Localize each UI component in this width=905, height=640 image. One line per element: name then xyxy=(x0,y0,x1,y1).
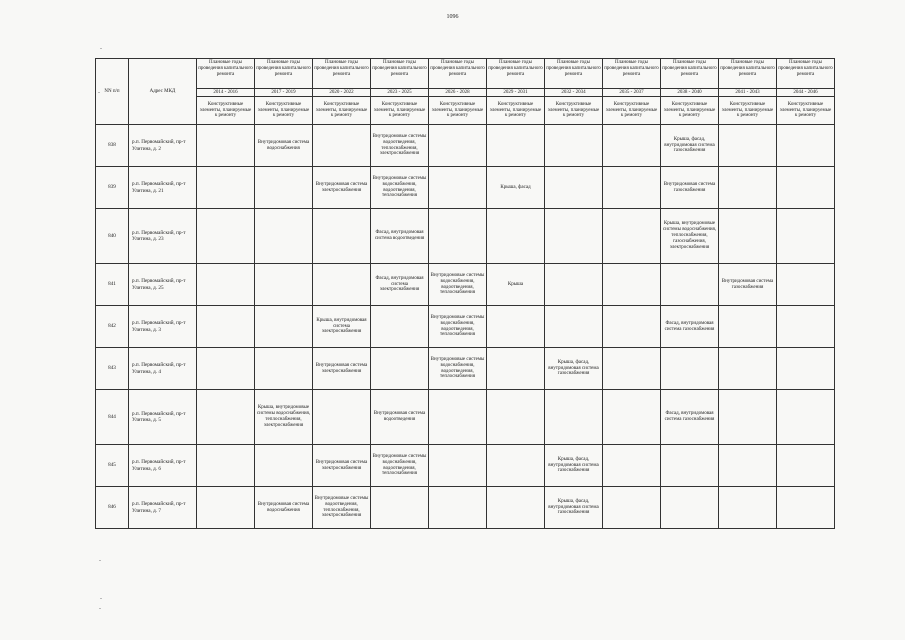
period-years: 2017 - 2019 xyxy=(255,89,313,97)
repair-cell xyxy=(777,125,835,167)
repair-cell: Крыша xyxy=(487,264,545,306)
repair-cell xyxy=(197,167,255,209)
num-column-header: NN п/п xyxy=(96,59,129,125)
repair-cell xyxy=(429,390,487,445)
elements-header: Конструктивные элементы, планируемые к ремонту xyxy=(719,97,777,125)
repair-cell xyxy=(429,125,487,167)
repair-cell xyxy=(371,348,429,390)
repair-cell: Фасад, внутридомовая система газоснабжения xyxy=(661,306,719,348)
repair-cell: Внутридомовая система электроснабжения xyxy=(313,445,371,487)
repair-cell: Внутридомовая система газоснабжения xyxy=(661,167,719,209)
repair-cell xyxy=(545,209,603,264)
repair-cell xyxy=(255,445,313,487)
repair-cell xyxy=(777,264,835,306)
repair-cell xyxy=(371,487,429,529)
header-row-titles xyxy=(96,59,835,89)
repair-cell xyxy=(197,487,255,529)
repair-cell xyxy=(603,125,661,167)
table-row xyxy=(96,306,835,348)
period-title: Плановые годы проведения капитального ремонта xyxy=(429,59,487,89)
repair-cell xyxy=(371,306,429,348)
repair-cell xyxy=(777,209,835,264)
period-title: Плановые годы проведения капитального ремонта xyxy=(545,59,603,89)
row-address: р.п. Первомайский, пр-т Улитина, д. 3 xyxy=(129,306,197,348)
repair-cell: Внутридомовые системы водоснабжения, водоотведения, теплоснабжения xyxy=(371,445,429,487)
repair-cell xyxy=(545,125,603,167)
repair-cell xyxy=(313,209,371,264)
repair-cell: Внутридомовые системы водоснабжения, водоотведения, теплоснабжения xyxy=(429,348,487,390)
repair-cell xyxy=(313,390,371,445)
repair-cell: Внутридомовая система водоснабжения xyxy=(255,125,313,167)
period-years: 2032 - 2034 xyxy=(545,89,603,97)
repair-cell xyxy=(313,264,371,306)
repair-cell xyxy=(719,390,777,445)
repair-cell xyxy=(255,264,313,306)
repair-cell: Внутридомовые системы водоснабжения, водоотведения, теплоснабжения xyxy=(429,306,487,348)
period-years: 2020 - 2022 xyxy=(313,89,371,97)
repair-cell xyxy=(255,348,313,390)
row-address: р.п. Первомайский, пр-т Улитина, д. 25 xyxy=(129,264,197,306)
header-row-years xyxy=(96,89,835,97)
table-body xyxy=(96,125,835,529)
repair-cell xyxy=(603,487,661,529)
repair-cell xyxy=(255,167,313,209)
elements-header: Конструктивные элементы, планируемые к ремонту xyxy=(661,97,719,125)
row-number: 846 xyxy=(96,487,129,529)
period-title: Плановые годы проведения капитального ремонта xyxy=(313,59,371,89)
repair-cell xyxy=(719,348,777,390)
scan-speck xyxy=(99,608,101,609)
repair-cell: Внутридомовые системы водоснабжения, водоотведения, теплоснабжения xyxy=(371,167,429,209)
repair-cell xyxy=(197,445,255,487)
repair-cell xyxy=(487,390,545,445)
repair-cell xyxy=(777,348,835,390)
table-row xyxy=(96,125,835,167)
repair-cell xyxy=(487,209,545,264)
repair-cell xyxy=(545,264,603,306)
repair-cell xyxy=(429,167,487,209)
repair-cell xyxy=(719,209,777,264)
repair-cell xyxy=(545,390,603,445)
table-row xyxy=(96,209,835,264)
repair-cell xyxy=(719,167,777,209)
row-number: 838 xyxy=(96,125,129,167)
scan-speck xyxy=(100,598,102,599)
table-row xyxy=(96,445,835,487)
scan-speck xyxy=(98,92,100,93)
header-row-elements xyxy=(96,97,835,125)
repair-cell: Крыша, фасад, внутридомовая система газоснабжения xyxy=(545,487,603,529)
repair-cell xyxy=(603,167,661,209)
table-row xyxy=(96,264,835,306)
row-address: р.п. Первомайский, пр-т Улитина, д. 7 xyxy=(129,487,197,529)
repair-cell: Крыша, внутридомовые системы водоснабжения, теплоснабжения, газоснабжения, электроснабжения xyxy=(661,209,719,264)
repair-cell xyxy=(197,348,255,390)
table-row xyxy=(96,167,835,209)
row-number: 841 xyxy=(96,264,129,306)
elements-header: Конструктивные элементы, планируемые к ремонту xyxy=(197,97,255,125)
row-number: 842 xyxy=(96,306,129,348)
repair-cell xyxy=(603,445,661,487)
repair-cell: Крыша, внутридомовые системы водоснабжения, теплоснабжения, электроснабжения xyxy=(255,390,313,445)
repair-cell xyxy=(777,487,835,529)
period-years: 2029 - 2031 xyxy=(487,89,545,97)
elements-header: Конструктивные элементы, планируемые к ремонту xyxy=(313,97,371,125)
row-number: 845 xyxy=(96,445,129,487)
period-years: 2026 - 2028 xyxy=(429,89,487,97)
period-title: Плановые годы проведения капитального ремонта xyxy=(197,59,255,89)
repair-cell xyxy=(719,487,777,529)
repair-cell xyxy=(777,306,835,348)
table-row xyxy=(96,390,835,445)
repair-cell xyxy=(661,445,719,487)
row-address: р.п. Первомайский, пр-т Улитина, д. 23 xyxy=(129,209,197,264)
repair-cell xyxy=(313,125,371,167)
period-years: 2038 - 2040 xyxy=(661,89,719,97)
period-title: Плановые годы проведения капитального ремонта xyxy=(487,59,545,89)
elements-header: Конструктивные элементы, планируемые к ремонту xyxy=(371,97,429,125)
repair-cell xyxy=(487,487,545,529)
repair-cell xyxy=(661,264,719,306)
repair-cell: Крыша, фасад xyxy=(487,167,545,209)
elements-header: Конструктивные элементы, планируемые к ремонту xyxy=(487,97,545,125)
repair-cell xyxy=(429,209,487,264)
repair-cell: Внутридомовые системы водоотведения, теплоснабжения, электроснабжения xyxy=(371,125,429,167)
row-address: р.п. Первомайский, пр-т Улитина, д. 4 xyxy=(129,348,197,390)
address-column-header: Адрес МКД xyxy=(129,59,197,125)
period-title: Плановые годы проведения капитального ремонта xyxy=(603,59,661,89)
repair-cell xyxy=(719,445,777,487)
repair-cell: Внутридомовая система водоснабжения xyxy=(255,487,313,529)
period-title: Плановые годы проведения капитального ремонта xyxy=(661,59,719,89)
elements-header: Конструктивные элементы, планируемые к ремонту xyxy=(429,97,487,125)
repair-cell: Фасад, внутридомовая система газоснабжения xyxy=(661,390,719,445)
repair-cell: Внутридомовые системы водоснабжения, водоотведения, теплоснабжения xyxy=(429,264,487,306)
repair-cell xyxy=(719,125,777,167)
repair-cell xyxy=(197,390,255,445)
repair-cell: Крыша, фасад, внутридомовая система газоснабжения xyxy=(545,445,603,487)
repair-cell: Внутридомовая система газоснабжения xyxy=(719,264,777,306)
repair-cell xyxy=(661,348,719,390)
repair-cell: Фасад, внутридомовая система водоотведения xyxy=(371,209,429,264)
row-address: р.п. Первомайский, пр-т Улитина, д. 6 xyxy=(129,445,197,487)
period-title: Плановые годы проведения капитального ремонта xyxy=(777,59,835,89)
row-number: 844 xyxy=(96,390,129,445)
repair-cell xyxy=(777,390,835,445)
repair-cell xyxy=(487,445,545,487)
elements-header: Конструктивные элементы, планируемые к ремонту xyxy=(603,97,661,125)
repair-cell xyxy=(197,306,255,348)
repair-cell: Крыша, внутридомовая система электроснабжения xyxy=(313,306,371,348)
period-title: Плановые годы проведения капитального ремонта xyxy=(255,59,313,89)
page-number: 1096 xyxy=(446,14,459,20)
repair-cell xyxy=(487,348,545,390)
period-title: Плановые годы проведения капитального ремонта xyxy=(719,59,777,89)
repair-cell xyxy=(777,167,835,209)
repair-cell: Крыша, фасад, внутридомовая система газоснабжения xyxy=(661,125,719,167)
repair-cell xyxy=(603,306,661,348)
elements-header: Конструктивные элементы, планируемые к ремонту xyxy=(255,97,313,125)
scan-speck xyxy=(99,560,101,561)
repair-cell xyxy=(197,264,255,306)
repair-cell xyxy=(603,264,661,306)
period-years: 2041 - 2043 xyxy=(719,89,777,97)
elements-header: Конструктивные элементы, планируемые к ремонту xyxy=(777,97,835,125)
period-years: 2035 - 2037 xyxy=(603,89,661,97)
row-number: 839 xyxy=(96,167,129,209)
repair-cell: Внутридомовая система электроснабжения xyxy=(313,167,371,209)
repair-cell xyxy=(603,209,661,264)
repair-cell: Внутридомовая система электроснабжения xyxy=(313,348,371,390)
repair-cell: Крыша, фасад, внутридомовая система газоснабжения xyxy=(545,348,603,390)
scan-speck xyxy=(100,48,102,49)
elements-header: Конструктивные элементы, планируемые к ремонту xyxy=(545,97,603,125)
repair-cell xyxy=(487,125,545,167)
repair-schedule-table xyxy=(95,58,835,529)
repair-cell xyxy=(197,125,255,167)
repair-cell xyxy=(429,487,487,529)
row-address: р.п. Первомайский, пр-т Улитина, д. 21 xyxy=(129,167,197,209)
repair-cell xyxy=(777,445,835,487)
repair-cell: Внутридомовые системы водоотведения, теплоснабжения, электроснабжения xyxy=(313,487,371,529)
period-years: 2014 - 2016 xyxy=(197,89,255,97)
repair-cell xyxy=(255,209,313,264)
repair-cell: Внутридомовая система водоотведения xyxy=(371,390,429,445)
repair-cell xyxy=(197,209,255,264)
repair-cell xyxy=(487,306,545,348)
row-number: 843 xyxy=(96,348,129,390)
repair-cell xyxy=(545,167,603,209)
period-title: Плановые годы проведения капитального ремонта xyxy=(371,59,429,89)
period-years: 2044 - 2046 xyxy=(777,89,835,97)
table-row xyxy=(96,487,835,529)
period-years: 2023 - 2025 xyxy=(371,89,429,97)
repair-cell xyxy=(255,306,313,348)
repair-cell xyxy=(661,487,719,529)
row-number: 840 xyxy=(96,209,129,264)
row-address: р.п. Первомайский, пр-т Улитина, д. 2 xyxy=(129,125,197,167)
table-row xyxy=(96,348,835,390)
repair-cell xyxy=(603,348,661,390)
row-address: р.п. Первомайский, пр-т Улитина, д. 5 xyxy=(129,390,197,445)
repair-cell: Фасад, внутридомовая система электроснабжения xyxy=(371,264,429,306)
repair-cell xyxy=(429,445,487,487)
repair-cell xyxy=(545,306,603,348)
repair-cell xyxy=(719,306,777,348)
repair-cell xyxy=(603,390,661,445)
